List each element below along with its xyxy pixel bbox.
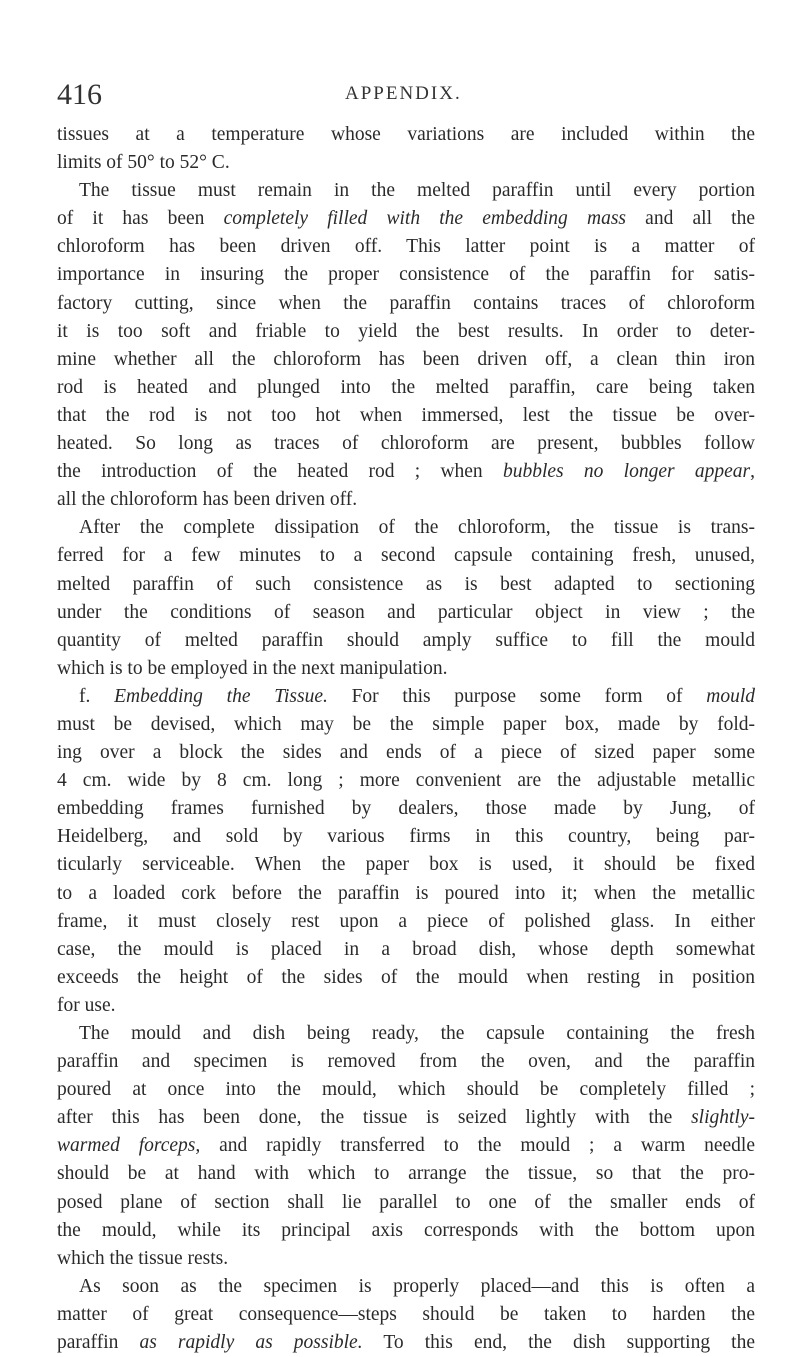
text-run: tissues at a temperature whose variations are included within the: [57, 124, 755, 145]
text-line: [57, 739, 755, 767]
text-line: [57, 318, 755, 346]
italic-run: mould: [706, 685, 756, 707]
text-run: To this end, the dish supporting the: [362, 1332, 755, 1354]
paragraph: [57, 177, 755, 514]
text-line: [57, 599, 755, 627]
text-run: frame, it must closely rest upon a piece of polished glass. In either: [57, 910, 755, 932]
text-run: posed plane of section shall lie parallel to one of the smaller ends of: [57, 1191, 755, 1213]
text-run: For this purpose some form of: [327, 685, 707, 707]
text-line: [57, 908, 755, 936]
text-line: [57, 992, 755, 1020]
text-run: after this has been done, the tissue is seized lightly with the: [57, 1107, 692, 1129]
text-run: that the rod is not too hot when immersed, lest the tissue be over-: [57, 404, 755, 426]
text-run: ,: [750, 461, 755, 483]
text-line: [57, 1160, 755, 1188]
text-line: [57, 486, 755, 514]
text-line: [57, 542, 755, 570]
text-run: which the tissue rests.: [57, 1247, 229, 1269]
body-text: [57, 121, 755, 1357]
text-run: of it has been: [57, 208, 224, 230]
text-run: must be devised, which may be the simple paper box, made by fold-: [57, 713, 755, 735]
text-run: mine whether all the chloroform has been driven off, a clean thin iron: [57, 348, 755, 370]
text-line: [57, 627, 755, 655]
text-run: paraffin and specimen is removed from the oven, and the paraffin: [57, 1051, 755, 1073]
text-line: [57, 1189, 755, 1217]
text-run: all the chloroform has been driven off.: [57, 489, 358, 511]
text-run: matter of great consequence—steps should be taken to harden the: [57, 1303, 755, 1325]
paragraph: [57, 121, 755, 177]
text-run: paraffin: [57, 1332, 140, 1354]
text-line: [57, 261, 755, 289]
text-line: [57, 1301, 755, 1329]
text-run: to a loaded cork before the paraffin is poured into it; when the metallic: [57, 882, 755, 904]
italic-run: slightly-: [691, 1107, 755, 1129]
text-run: case, the mould is placed in a broad dish, whose depth somewhat: [57, 938, 755, 960]
text-run: and rapidly transferred to the mould ; a warm needle: [200, 1135, 756, 1157]
text-run: As soon as the specimen is properly placed—and this is often a: [79, 1275, 755, 1297]
text-run: chloroform has been driven off. This latter point is a matter of: [57, 236, 755, 258]
text-run: for use.: [57, 994, 116, 1016]
text-run: The tissue must remain in the melted paraffin until every portion: [79, 180, 755, 202]
text-line: [57, 1104, 755, 1132]
text-line: [57, 402, 755, 430]
text-line: [57, 430, 755, 458]
text-run: it is too soft and friable to yield the best results. In order to deter-: [57, 320, 755, 342]
text-line: [57, 1217, 755, 1245]
text-line: [57, 149, 755, 177]
italic-run: completely filled with the embedding mass: [223, 208, 626, 230]
text-line: [57, 1020, 755, 1048]
text-line: [57, 1329, 755, 1357]
text-run: and all the: [626, 208, 755, 230]
text-run: poured at once into the mould, which should be completely filled ;: [57, 1079, 755, 1101]
italic-run: Embedding the Tissue.: [114, 685, 328, 707]
text-line: [57, 683, 755, 711]
text-run: After the complete dissipation of the chloroform, the tissue is trans-: [79, 517, 755, 539]
text-run: The mould and dish being ready, the capsule containing the fresh: [79, 1023, 755, 1044]
text-line: [57, 767, 755, 795]
text-run: exceeds the height of the sides of the mould when resting in position: [57, 966, 755, 988]
text-run: rod is heated and plunged into the melted paraffin, care being taken: [57, 376, 755, 398]
text-line: [57, 880, 755, 908]
text-run: Heidelberg, and sold by various firms in this country, being par-: [57, 826, 755, 848]
text-line: [57, 823, 755, 851]
text-line: [57, 374, 755, 402]
text-run: which is to be employed in the next manipulation.: [57, 657, 448, 679]
text-run: quantity of melted paraffin should amply suffice to fill the mould: [57, 629, 755, 651]
text-line: [57, 177, 755, 205]
text-run: the introduction of the heated rod ; when: [57, 461, 503, 483]
text-run: the mould, while its principal axis corresponds with the bottom upon: [57, 1219, 755, 1241]
text-line: [57, 1048, 755, 1076]
text-run: ticularly serviceable. When the paper box is used, it should be fixed: [57, 854, 755, 876]
text-run: under the conditions of season and particular object in view ; the: [57, 601, 755, 623]
running-head: APPENDIX.: [345, 83, 462, 104]
text-line: [57, 205, 755, 233]
text-line: [57, 346, 755, 374]
text-run: ferred for a few minutes to a second capsule containing fresh, unused,: [57, 545, 755, 567]
page-number: 416: [57, 78, 102, 111]
italic-run: as rapidly as possible.: [139, 1332, 363, 1354]
text-line: [57, 458, 755, 486]
text-line: [57, 514, 755, 542]
paragraph: [57, 1020, 755, 1273]
text-line: [57, 851, 755, 879]
text-run: 4 cm. wide by 8 cm. long ; more convenient are the adjustable metallic: [57, 770, 755, 792]
text-line: [57, 655, 755, 683]
italic-run: warmed forceps,: [57, 1135, 201, 1157]
text-line: [57, 571, 755, 599]
text-line: [57, 964, 755, 992]
text-run: melted paraffin of such consistence as is best adapted to sectioning: [57, 573, 755, 595]
text-run: f.: [79, 685, 115, 707]
text-line: [57, 1245, 755, 1273]
text-line: [57, 795, 755, 823]
paragraph: [57, 514, 755, 683]
text-line: [57, 1076, 755, 1104]
text-run: ing over a block the sides and ends of a piece of sized paper some: [57, 742, 755, 764]
text-run: should be at hand with which to arrange the tissue, so that the pro-: [57, 1163, 755, 1185]
text-run: importance in insuring the proper consistence of the paraffin for satis-: [57, 264, 755, 286]
italic-run: bubbles no longer appear: [502, 461, 751, 483]
paragraph: [57, 1273, 755, 1357]
text-line: [57, 290, 755, 318]
text-line: [57, 711, 755, 739]
text-run: embedding frames furnished by dealers, those made by Jung, of: [57, 798, 755, 820]
text-run: heated. So long as traces of chloroform are present, bubbles follow: [57, 433, 755, 455]
text-line: [57, 233, 755, 261]
text-run: factory cutting, since when the paraffin contains traces of chloroform: [57, 292, 755, 314]
text-run: limits of 50° to 52° C.: [57, 152, 230, 174]
text-line: [57, 936, 755, 964]
paragraph: [57, 683, 755, 1020]
text-line: [57, 1132, 755, 1160]
text-line: [57, 121, 755, 149]
